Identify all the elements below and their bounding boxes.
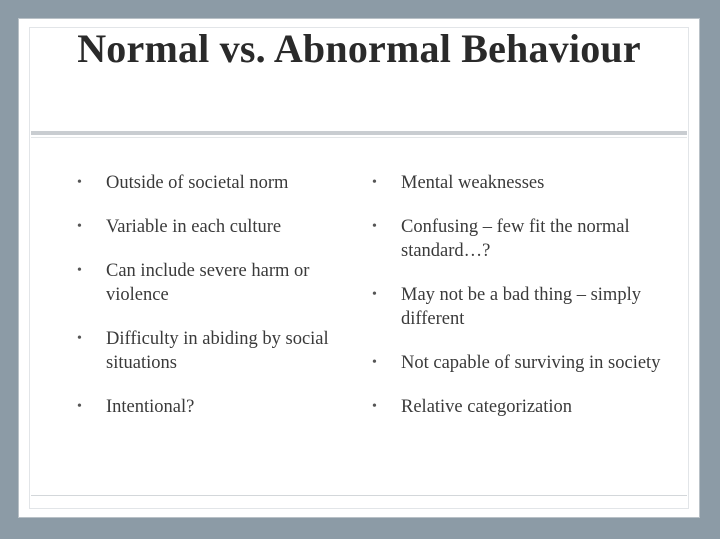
bullet-item — [77, 395, 357, 419]
bullet-item — [77, 215, 357, 239]
footer-divider — [31, 495, 687, 496]
left-bullet-list — [77, 171, 357, 439]
bullet-text: Difficulty in abiding by social situations — [106, 329, 329, 373]
slide-title: Normal vs. Abnormal Behaviour — [77, 26, 641, 71]
bullet-text: Variable in each culture — [106, 217, 282, 237]
bullet-icon: • — [372, 175, 377, 190]
bullet-icon: • — [372, 219, 377, 234]
bullet-icon: • — [77, 263, 82, 278]
bullet-text: Relative categorization — [401, 397, 573, 417]
bullet-text: Can include severe harm or violence — [106, 261, 310, 305]
bullet-icon: • — [372, 355, 377, 370]
slide — [18, 18, 700, 518]
bullet-icon: • — [372, 399, 377, 414]
title-divider — [31, 131, 687, 135]
bullet-item — [372, 215, 662, 263]
bullet-item — [77, 327, 357, 375]
bullet-text: May not be a bad thing – simply different — [401, 285, 641, 329]
title-divider-thin — [31, 137, 687, 138]
bullet-text: Confusing – few fit the normal standard…? — [401, 217, 630, 261]
bullet-icon: • — [77, 219, 82, 234]
bullet-icon: • — [77, 399, 82, 414]
bullet-text: Mental weaknesses — [401, 173, 545, 193]
bullet-icon: • — [77, 175, 82, 190]
bullet-item — [372, 351, 662, 375]
bullet-item — [372, 395, 662, 419]
right-bullet-list — [372, 171, 662, 439]
bullet-item — [372, 171, 662, 195]
bullet-text: Intentional? — [106, 397, 195, 417]
bullet-text: Not capable of surviving in society — [401, 353, 661, 373]
bullet-item — [77, 171, 357, 195]
bullet-item — [372, 283, 662, 331]
bullet-icon: • — [372, 287, 377, 302]
bullet-text: Outside of societal norm — [106, 173, 289, 193]
bullet-icon: • — [77, 331, 82, 346]
bullet-item — [77, 259, 357, 307]
